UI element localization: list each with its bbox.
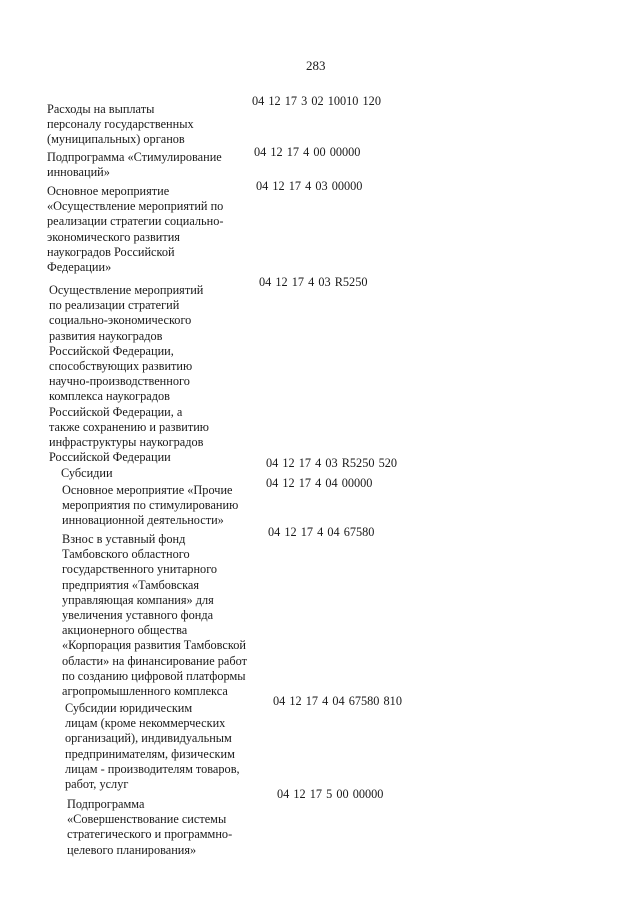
row-name-line: развития наукоградов xyxy=(49,328,163,343)
budget-code: 04 12 17 4 03 00000 xyxy=(256,179,363,193)
row-name-line: государственного унитарного xyxy=(62,562,218,577)
row-name-line: Осуществление мероприятий xyxy=(49,283,204,297)
budget-code: 04 12 17 4 04 00000 xyxy=(266,476,373,490)
row-name-line: «Совершенствование системы xyxy=(67,812,227,827)
row-name-line: предприятия «Тамбовская xyxy=(62,577,200,592)
row-name-line: (муниципальных) органов xyxy=(47,132,185,147)
row-name-line: увеличения уставного фонда xyxy=(62,608,214,623)
row-name-line: стратегического и программно- xyxy=(67,827,233,842)
row-name xyxy=(47,102,279,148)
row-name-line: инноваций» xyxy=(47,165,110,180)
row-name-line: научно-производственного xyxy=(49,374,190,389)
row-name-line: лицам - производителям товаров, xyxy=(65,761,240,776)
row-name-line: предпринимателям, физическим xyxy=(65,746,235,761)
row-name-line: работ, услуг xyxy=(65,777,129,792)
row-name-line: Подпрограмма «Стимулирование xyxy=(47,150,222,164)
row-name xyxy=(62,483,294,529)
row-name-line: мероприятия по стимулированию xyxy=(62,498,239,513)
budget-code: 04 12 17 4 03 R5250 520 xyxy=(266,456,398,470)
row-name-line: Подпрограмма xyxy=(67,797,145,811)
row-name-line: Российской Федерации, xyxy=(49,343,174,358)
row-name xyxy=(65,701,297,792)
row-name-line: Российской Федерации xyxy=(49,450,171,465)
row-name-line: агропромышленного комплекса xyxy=(62,684,228,699)
row-name-line: способствующих развитию xyxy=(49,359,193,374)
row-name-line: лицам (кроме некоммерческих xyxy=(65,716,226,731)
row-name-line: целевого планирования» xyxy=(67,842,197,857)
row-name-line: организаций), индивидуальным xyxy=(65,731,232,746)
budget-code: 04 12 17 4 00 00000 xyxy=(254,145,361,159)
row-name xyxy=(47,184,279,275)
row-name-line: Субсидии юридическим xyxy=(65,701,193,715)
row-name-line: Российской Федерации, а xyxy=(49,404,183,419)
row-name-line: Тамбовского областного xyxy=(62,547,190,562)
row-name-line: наукоградов Российской xyxy=(47,244,175,259)
row-name-line: по реализации стратегий xyxy=(49,298,180,313)
row-name-line: Федерации» xyxy=(47,260,112,275)
row-name-line: «Осуществление мероприятий по xyxy=(47,199,224,214)
row-name-line: Взнос в уставный фонд xyxy=(62,532,186,546)
budget-code: 04 12 17 4 04 67580 810 xyxy=(273,694,402,708)
row-name-line: «Корпорация развития Тамбовской xyxy=(62,638,246,653)
row-name xyxy=(61,466,293,481)
row-name-line: экономического развития xyxy=(47,229,180,244)
row-name xyxy=(62,532,294,699)
row-name-line: по созданию цифровой платформы xyxy=(62,668,246,683)
row-name-line: управляющая компания» для xyxy=(62,592,214,607)
row-name-line: области» на финансирование работ xyxy=(62,653,247,668)
row-name-line: Основное мероприятие «Прочие xyxy=(62,483,233,497)
page-number: 283 xyxy=(306,58,326,73)
row-name-line: Основное мероприятие xyxy=(47,184,170,198)
row-name-line: Субсидии xyxy=(61,466,113,480)
row-name-line: социально-экономического xyxy=(49,313,192,328)
row-name xyxy=(49,283,281,465)
row-name xyxy=(67,797,299,858)
row-name-line: персоналу государственных xyxy=(47,117,194,132)
row-name xyxy=(47,150,279,180)
row-name-line: комплекса наукоградов xyxy=(49,389,170,404)
budget-code: 04 12 17 4 04 67580 xyxy=(268,525,375,539)
row-name-line: Расходы на выплаты xyxy=(47,102,155,116)
row-name-line: акционерного общества xyxy=(62,623,188,638)
budget-code: 04 12 17 3 02 10010 120 xyxy=(252,94,381,108)
budget-code: 04 12 17 4 03 R5250 xyxy=(259,275,368,289)
row-name-line: также сохранению и развитию xyxy=(49,419,209,434)
row-name-line: инфраструктуры наукоградов xyxy=(49,435,204,450)
row-name-line: инновационной деятельности» xyxy=(62,513,224,528)
budget-code: 04 12 17 5 00 00000 xyxy=(277,787,384,801)
row-name-line: реализации стратегии социально- xyxy=(47,214,224,229)
